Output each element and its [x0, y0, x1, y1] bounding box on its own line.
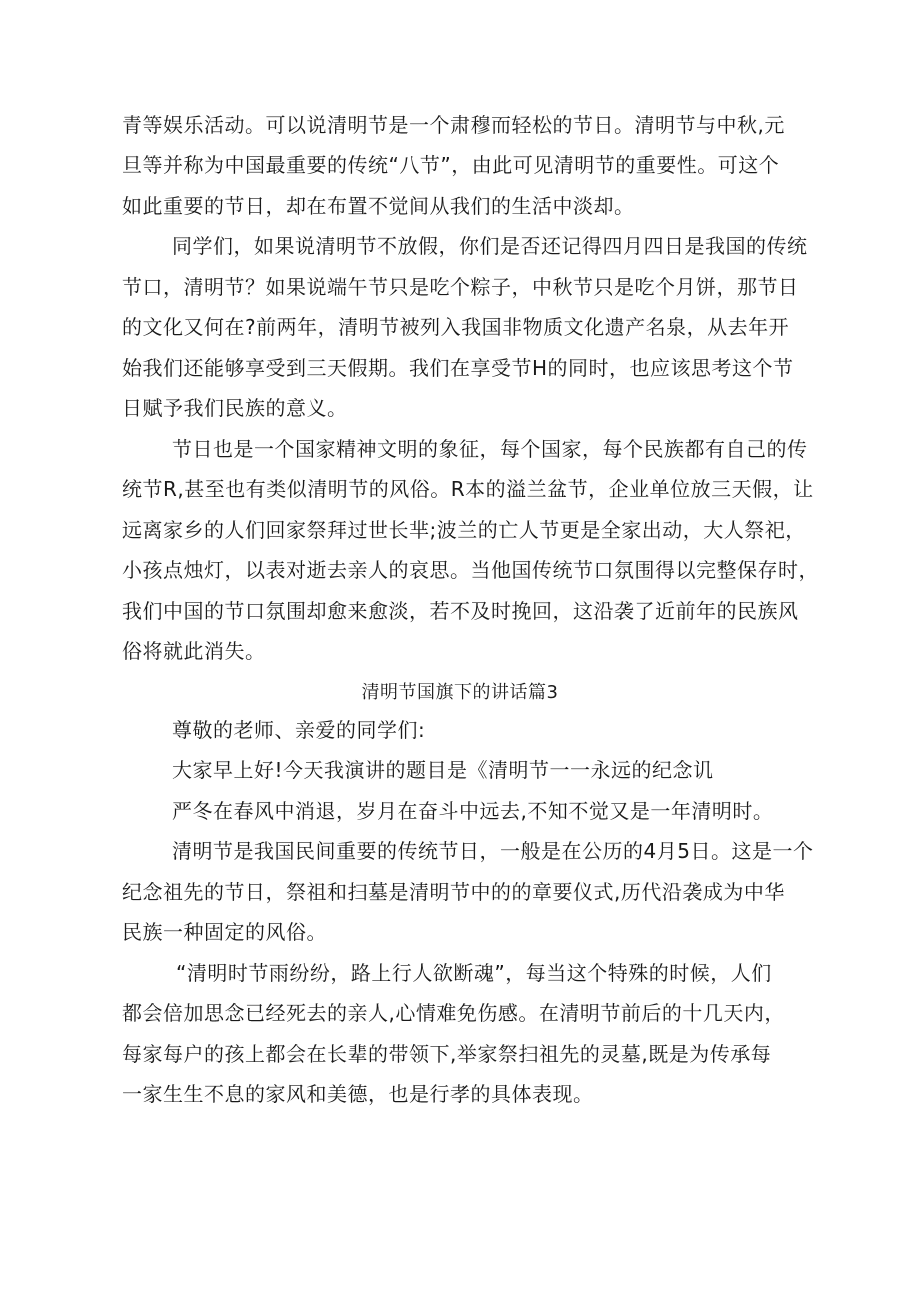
paragraph-3-line-2: 统节R,甚至也有类似清明节的风俗。R本的溢兰盆节，企业单位放三天假，让	[122, 477, 814, 501]
paragraph-5-line-4: 一家生生不息的家风和美德，也是行孝的具体表现。	[122, 1082, 594, 1106]
paragraph-3-line-5: 我们中国的节口氛围却愈来愈淡，若不及时挽回，这沿袭了近前年的民族风	[122, 599, 799, 623]
paragraph-2-line-1: 同学们，如果说清明节不放假，你们是否还记得四月四日是我国的传统	[172, 234, 808, 258]
paragraph-5-line-3: 每家每户的孩上都会在长辈的带领下,举家祭扫祖先的灵墓,既是为传承每	[122, 1042, 772, 1066]
paragraph-3-line-6: 俗将就此消失。	[122, 639, 266, 663]
salutation: 尊敬的老师、亲爱的同学们:	[172, 718, 426, 742]
paragraph-2-line-5: 日赋予我们民族的意义。	[122, 396, 348, 420]
paragraph-4-line-3: 民族一种固定的风俗。	[122, 920, 327, 944]
paragraph-2-line-3: 的文化又何在?前两年，清明节被列入我国非物质文化遗产名泉，从去年开	[122, 315, 790, 339]
paragraph-1-line-1: 青等娱乐活动。可以说清明节是一个肃穆而轻松的节日。清明节与中秋,元	[122, 113, 785, 137]
paragraph-3-line-1: 节日也是一个国家精神文明的象征，每个国家，每个民族都有自己的传	[172, 437, 808, 461]
paragraph-1-line-3: 如此重要的节日，却在布置不觉间从我们的生活中淡却。	[122, 194, 635, 218]
paragraph-5-line-2: 都会倍加思念已经死去的亲人,心情难免伤感。在清明节前后的十几天内，	[122, 1001, 785, 1025]
greeting: 大家早上好!今天我演讲的题目是《清明节一一永远的纪念讥	[172, 758, 714, 782]
paragraph-3-line-3: 远离家乡的人们回家祭拜过世长芈;波兰的亡人节更是全家出动，大人祭祀，	[122, 518, 806, 542]
paragraph-4-line-2: 纪念祖先的节日，祭祖和扫墓是清明节中的的章要仪式,历代沿袭成为中华	[122, 880, 785, 904]
paragraph-2-line-2: 节口，清明节？如果说端午节只是吃个粽子，中秋节只是吃个月饼，那节日	[122, 275, 799, 299]
section-title: 清明节国旗下的讲话篇3	[361, 682, 559, 703]
paragraph-4-line-1: 清明节是我国民间重要的传统节日，一般是在公历的4月5日。这是一个	[172, 839, 814, 863]
opening-line: 严冬在春风中消退，岁月在奋斗中远去,不知不觉又是一年清明时。	[172, 799, 774, 823]
paragraph-1-line-2: 旦等并称为中国最重要的传统“八节”，由此可见清明节的重要性。可这个	[122, 153, 780, 177]
paragraph-3-line-4: 小孩点烛灯，以表对逝去亲人的哀思。当他国传统节口氛围得以完整保存时，	[122, 558, 819, 582]
paragraph-2-line-4: 始我们还能够享受到三天假期。我们在享受节H的同时，也应该思考这个节	[122, 356, 794, 380]
paragraph-5-line-1: “清明时节雨纷纷，路上行人欲断魂”，每当这个特殊的时候，人们	[176, 961, 772, 985]
